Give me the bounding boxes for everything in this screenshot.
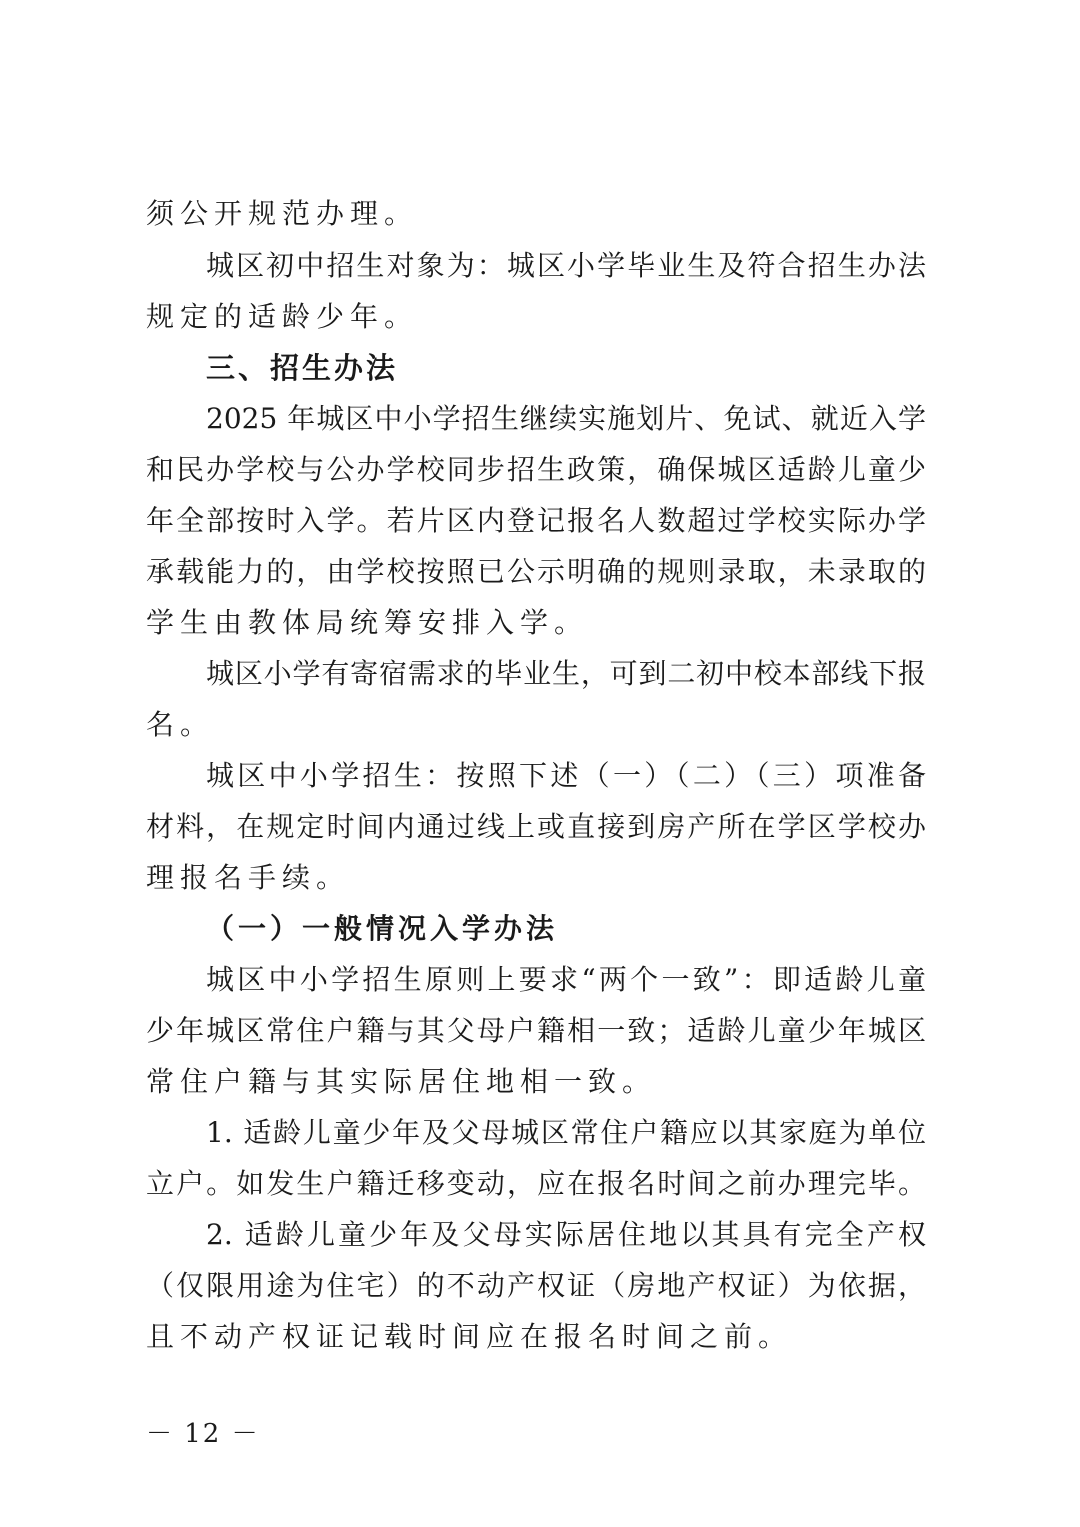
paragraph-line: 材料，在规定时间内通过线上或直接到房产所在学区学校办 xyxy=(146,810,926,843)
paragraph-line: （仅限用途为住宅）的不动产权证（房地产权证）为依据， xyxy=(146,1269,926,1302)
paragraph-line: 2025 年城区中小学招生继续实施划片、免试、就近入学 xyxy=(206,402,926,435)
paragraph-line: 规定的适龄少年。 xyxy=(146,300,419,333)
paragraph-line: 和民办学校与公办学校同步招生政策，确保城区适龄儿童少 xyxy=(146,453,926,486)
paragraph-line: 学生由教体局统筹安排入学。 xyxy=(146,606,589,639)
page-number: － 12 － xyxy=(146,1419,260,1449)
section-heading: 三、招生办法 xyxy=(206,351,399,385)
paragraph-line: 城区小学有寄宿需求的毕业生，可到二初中校本部线下报 xyxy=(206,657,926,690)
paragraph-line: 城区初中招生对象为：城区小学毕业生及符合招生办法 xyxy=(206,249,926,282)
paragraph-line: 且不动产权证记载时间应在报名时间之前。 xyxy=(146,1320,793,1353)
paragraph-line: 理报名手续。 xyxy=(146,861,351,894)
paragraph-line: 城区中小学招生：按照下述（一）（二）（三）项准备 xyxy=(206,759,926,792)
paragraph-line: 承载能力的，由学校按照已公示明确的规则录取，未录取的 xyxy=(146,555,926,588)
paragraph-line: 城区中小学招生原则上要求“两个一致”：即适龄儿童 xyxy=(206,963,926,996)
paragraph-line: 1. 适龄儿童少年及父母城区常住户籍应以其家庭为单位 xyxy=(206,1116,926,1149)
subsection-heading: （一）一般情况入学办法 xyxy=(206,912,559,945)
paragraph-line: 须公开规范办理。 xyxy=(146,197,419,230)
paragraph-line: 年全部按时入学。若片区内登记报名人数超过学校实际办学 xyxy=(146,504,926,537)
paragraph-line: 2. 适龄儿童少年及父母实际居住地以其具有完全产权 xyxy=(206,1218,926,1251)
paragraph-line: 立户。如发生户籍迁移变动，应在报名时间之前办理完毕。 xyxy=(146,1167,926,1200)
paragraph-line: 少年城区常住户籍与其父母户籍相一致；适龄儿童少年城区 xyxy=(146,1014,926,1047)
paragraph-line: 名。 xyxy=(146,708,215,741)
paragraph-line: 常住户籍与其实际居住地相一致。 xyxy=(146,1065,657,1098)
